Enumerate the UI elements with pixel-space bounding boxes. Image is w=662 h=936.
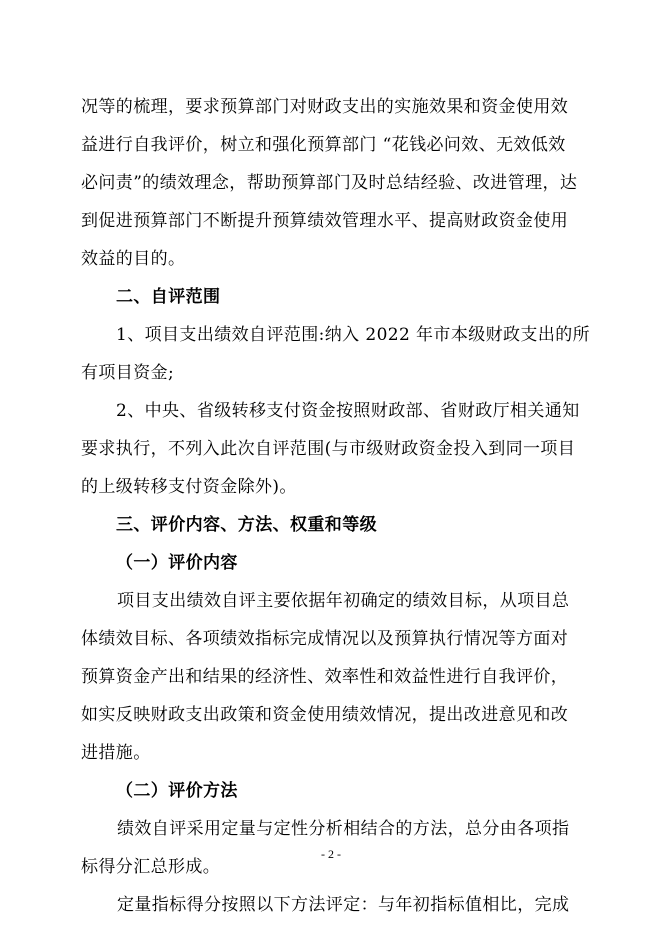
body-text-line: 的上级转移支付资金除外)。 (81, 477, 297, 497)
body-text-line: 绩效自评采用定量与定性分析相结合的方法，总分由各项指 (117, 819, 570, 839)
body-text-line: 益进行自我评价，树立和强化预算部门 “花钱必问效、无效低效 (81, 135, 566, 155)
subsection-heading: （一）评价内容 (116, 553, 238, 573)
section-heading: 二、自评范围 (116, 287, 221, 307)
section-heading: 三、评价内容、方法、权重和等级 (116, 515, 377, 535)
body-text-line: 有项目资金; (81, 363, 175, 383)
body-text-line: 1、项目支出绩效自评范围:纳入 2022 年市本级财政支出的所 (116, 325, 591, 345)
body-text-line: 进措施。 (81, 743, 151, 763)
subsection-heading: （二）评价方法 (116, 781, 238, 801)
page-number: - 2 - (321, 847, 341, 861)
body-text-line: 2、中央、省级转移支付资金按照财政部、省财政厅相关通知 (116, 401, 580, 421)
body-text-line: 如实反映财政支出政策和资金使用绩效情况，提出改进意见和改 (81, 705, 569, 725)
body-text-line: 体绩效目标、各项绩效指标完成情况以及预算执行情况等方面对 (81, 629, 569, 649)
body-text-line: 预算资金产出和结果的经济性、效率性和效益性进行自我评价， (81, 667, 569, 687)
body-text-line: 标得分汇总形成。 (81, 857, 221, 877)
body-text-line: 到促进预算部门不断提升预算绩效管理水平、提高财政资金使用 (81, 211, 569, 231)
body-text-line: 必问责”的绩效理念，帮助预算部门及时总结经验、改进管理，达 (81, 173, 578, 193)
body-text-line: 定量指标得分按照以下方法评定：与年初指标值相比，完成 (117, 895, 570, 915)
body-text-line: 项目支出绩效自评主要依据年初确定的绩效目标，从项目总 (117, 591, 570, 611)
body-text-line: 要求执行，不列入此次自评范围(与市级财政资金投入到同一项目 (81, 439, 576, 459)
body-text-line: 效益的目的。 (81, 249, 186, 269)
body-text-line: 况等的梳理，要求预算部门对财政支出的实施效果和资金使用效 (81, 97, 569, 117)
